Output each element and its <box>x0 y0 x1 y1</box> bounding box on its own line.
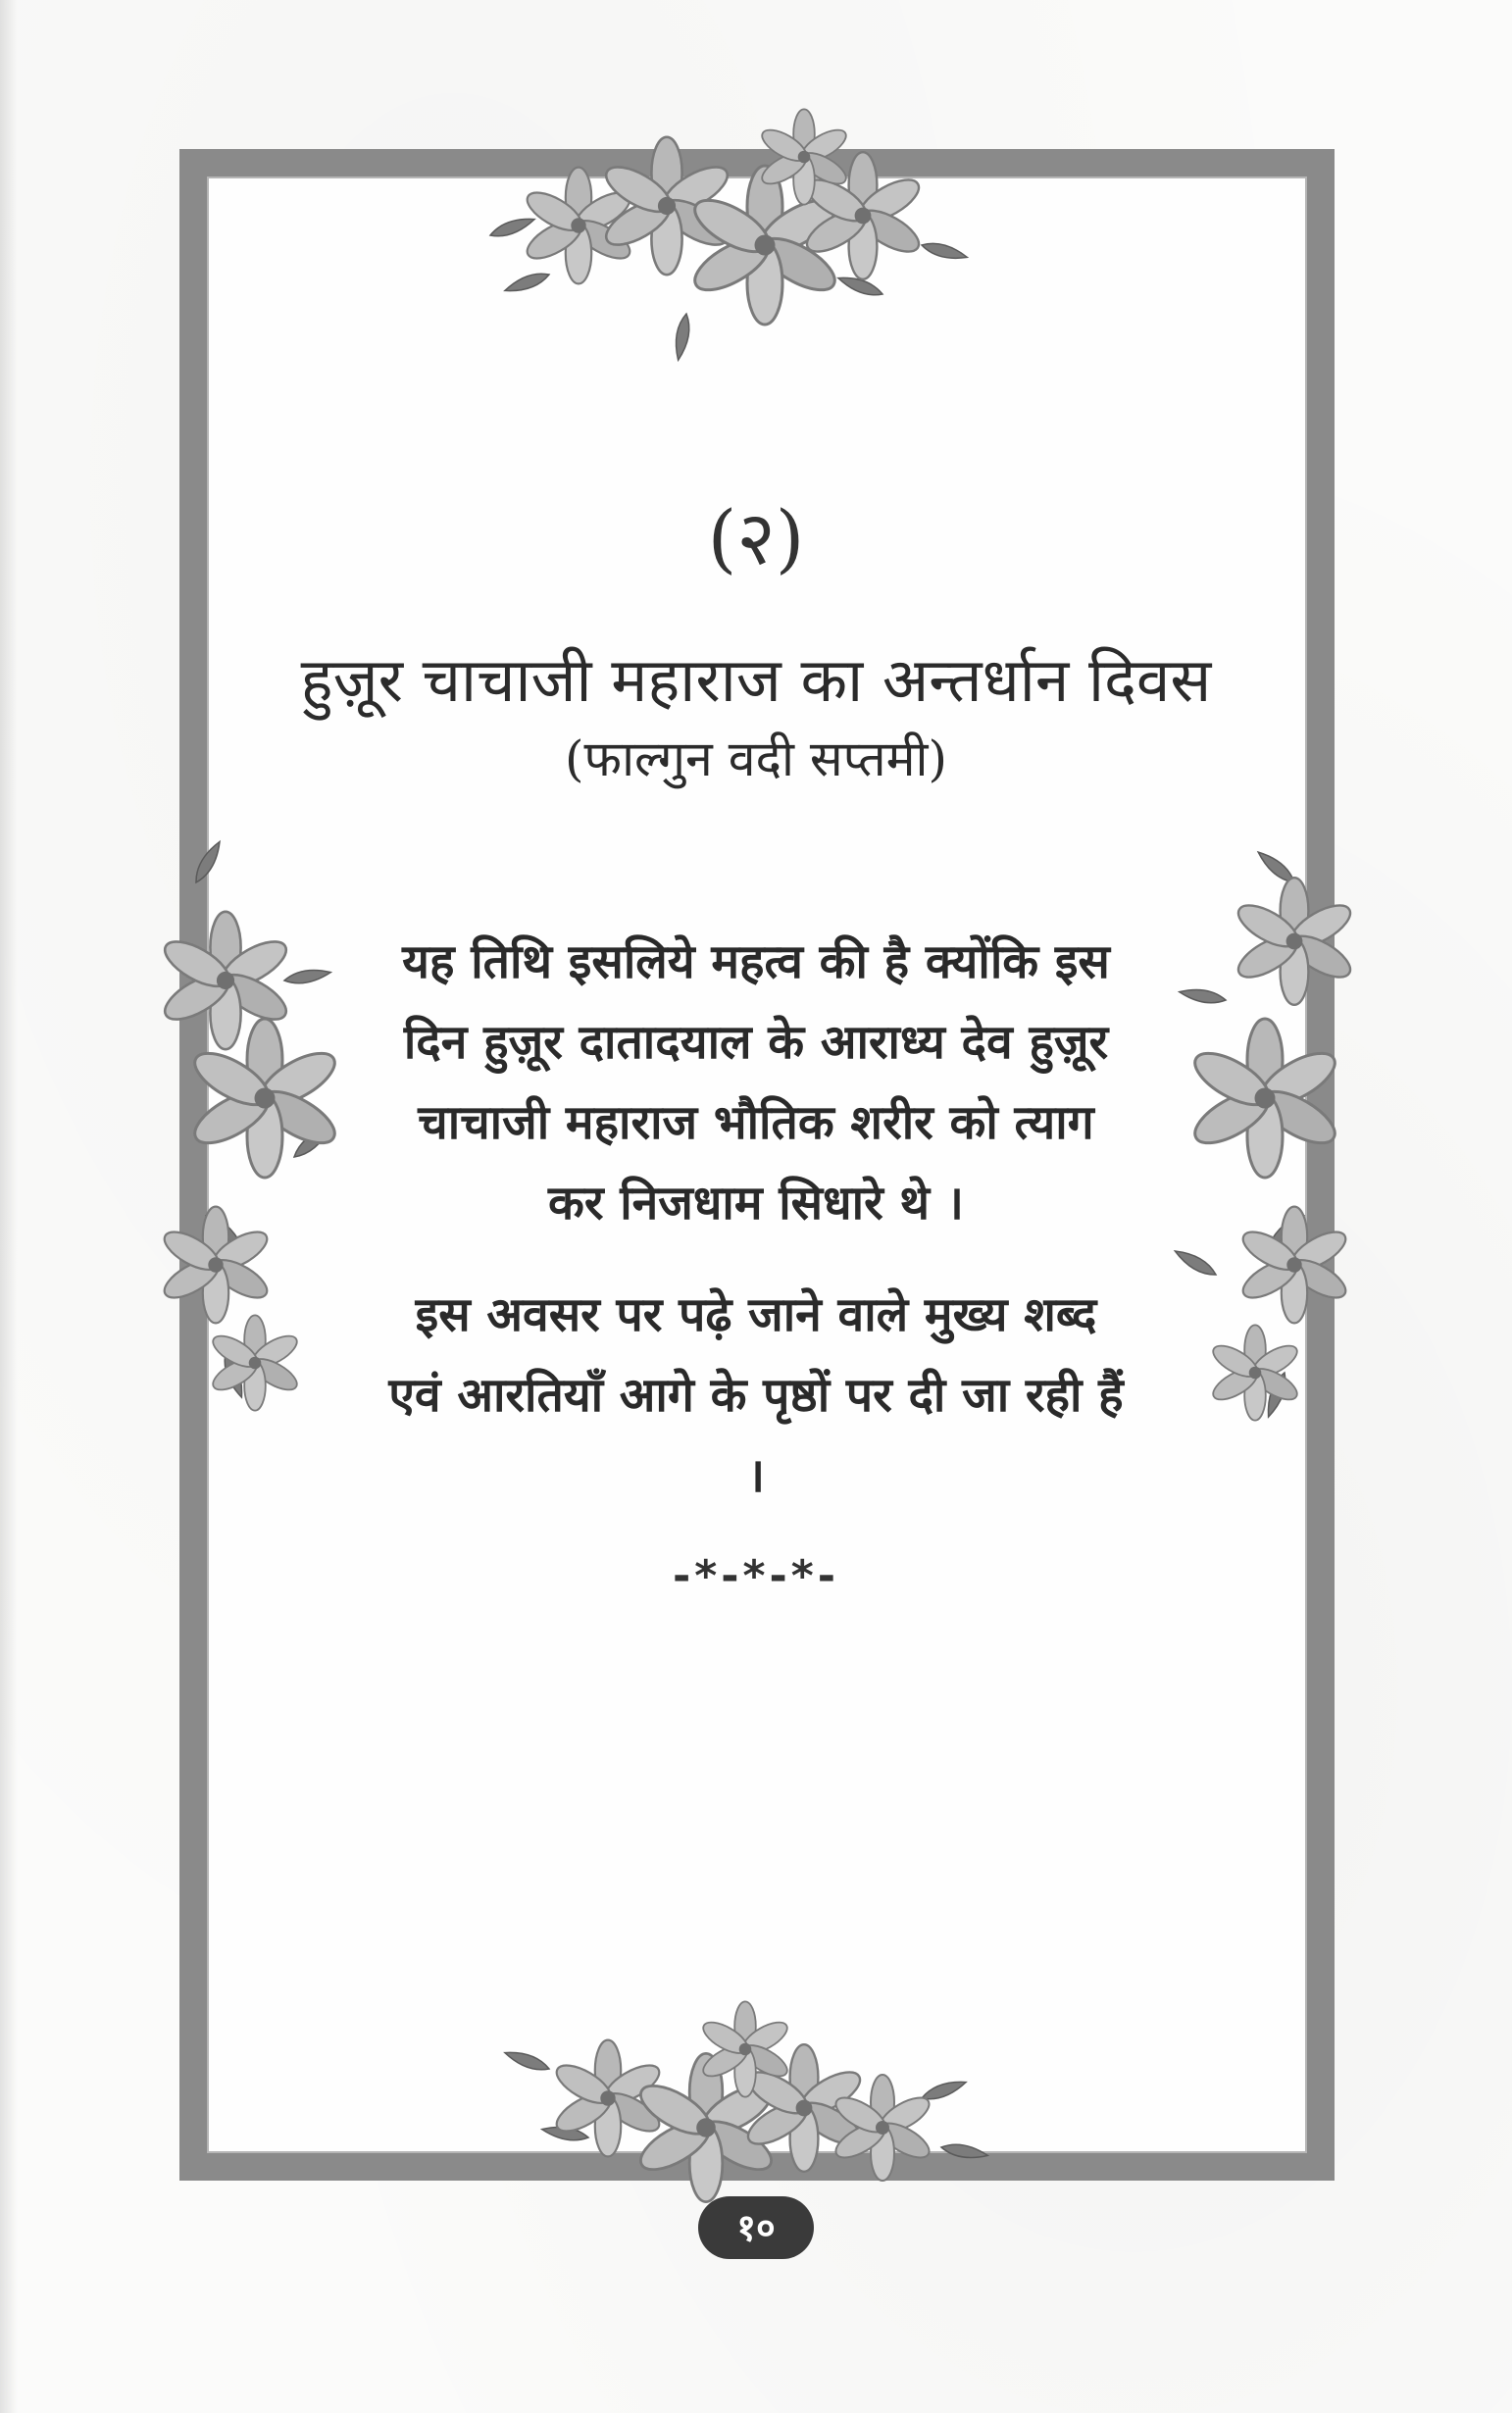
flower-cluster-bottom-icon <box>503 2001 988 2201</box>
flower-cluster-top-icon <box>488 109 969 361</box>
flower-cluster-left-icon <box>158 838 342 1410</box>
paragraph-2: इस अवसर पर पढ़े जाने वाले मुख्य शब्द एवं आरतियाँ आगे के पृष्ठों पर दी जा रही हैं । <box>388 1287 1124 1503</box>
page-subtitle: (फाल्गुन वदी सप्तमी) <box>565 730 947 787</box>
paragraph-1: यह तिथि इसलिये महत्व की है क्योंकि इस दिन हुज़ूर दातादयाल के आराध्य देव हुज़ूर चाचाजी महाराज भौतिक शरीर को त्याग कर निजधाम सिधारे थे । <box>402 934 1110 1231</box>
page-number-badge: १० <box>698 2196 814 2259</box>
chapter-number: (२) <box>707 494 805 581</box>
page-title: हुज़ूर चाचाजी महाराज का अन्तर्धान दिवस <box>300 644 1212 716</box>
flower-cluster-right-icon <box>1172 848 1356 1421</box>
section-separator: -*-*-*- <box>672 1551 840 1601</box>
